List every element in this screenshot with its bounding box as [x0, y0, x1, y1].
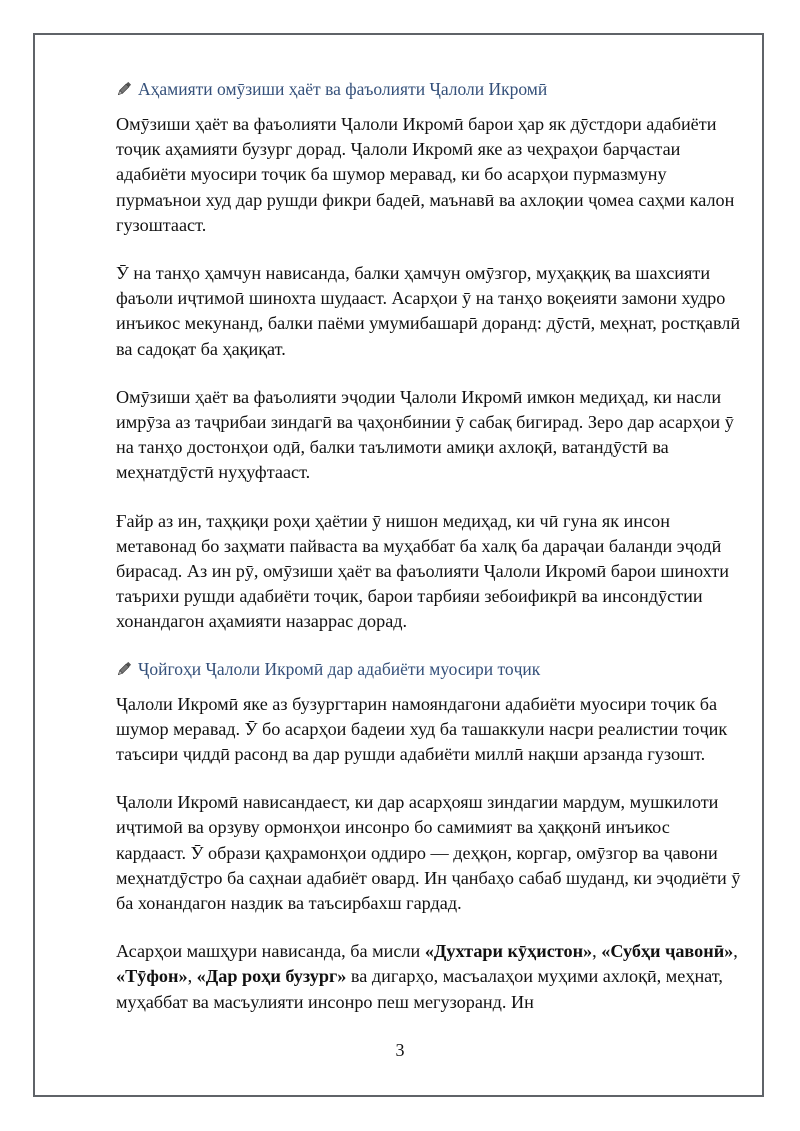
document-content [82, 74, 741, 1038]
paragraph-text: Асарҳои машҳури нависанда, ба мисли [116, 941, 425, 962]
page-number: 3 [395, 1040, 405, 1060]
paragraph-text: ва дигарҳо, масъалаҳои муҳими ахлоқӣ, меҳнат, муҳаббат ва масъулияти инсонро пеш мегузоранд. Ин [116, 966, 723, 1012]
separator: , [592, 941, 602, 962]
paragraph: Ӯ на танҳо ҳамчун нависанда, балки ҳамчун омӯзгор, муҳаққиқ ва шахсияти фаъоли иҷтимоӣ шинохта шудааст. Асарҳои ӯ на танҳо воқеияти замони худро инъикос мекунанд, балки паёми умумибашарӣ доранд: дӯстӣ, меҳнат, ростқавлӣ ва садоқат ба ҳақиқат. [116, 263, 741, 359]
section-heading-text: Ҷойгоҳи Ҷалоли Икромӣ дар адабиёти муосири тоҷик [138, 658, 541, 679]
separator: , [187, 966, 197, 987]
paragraph-works [116, 939, 742, 1015]
paragraph: Ғайр аз ин, таҳқиқи роҳи ҳаётии ӯ нишон медиҳад, ки чӣ гуна як инсон метавонад бо заҳмати пайваста ва муҳаббат ба халқ ба дараҷаи баланди эҷодӣ бирасад. Аз ин рӯ, омӯзиши ҳаёт ва фаъолияти Ҷалоли Икромӣ барои шинохти таърихи рушди адабиёти тоҷик, барои тарбияи зебоификрӣ ва инсондӯстии хонандагон аҳамияти назаррас дорад. [116, 510, 729, 632]
section-heading-importance [116, 74, 722, 104]
work-title: «Дар роҳи бузург» [196, 966, 347, 987]
pencil-icon [116, 661, 132, 677]
work-title: «Духтари кӯҳистон» [424, 941, 593, 962]
paragraph: Ҷалоли Икромӣ нависандаест, ки дар асарҳояш зиндагии мардум, мушкилоти иҷтимоӣ ва орзуву ормонҳои инсонро бо самимият ва ҳаққонӣ инъикос кардааст. Ӯ образи қаҳрамонҳои оддиро — деҳқон, коргар, омӯзгор ва ҷавони меҳнатдӯстро ба саҳнаи адабиёт овард. Ин ҷанбаҳо сабаб шуданд, ки эҷодиёти ӯ ба хонандагон наздик ва таъсирбахш гардад. [116, 792, 741, 914]
paragraph: Ҷалоли Икромӣ яке аз бузургтарин намояндагони адабиёти муосири тоҷик ба шумор меравад. Ӯ бо асарҳои бадеии худ ба ташаккули насри реалистии тоҷик таъсири ҷиддӣ расонд ва дар рушди адабиёти миллӣ нақши арзанда гузошт. [116, 693, 728, 765]
paragraph: Омӯзиши ҳаёт ва фаъолияти Ҷалоли Икромӣ барои ҳар як дӯстдори адабиёти тоҷик аҳамияти бузург дорад. Ҷалоли Икромӣ яке аз чеҳраҳои барҷастаи адабиёти муосири тоҷик ба шумор меравад, ки бо асарҳои пурмазмуну пурмаънои худ дар рушди фикри бадеӣ, маънавӣ ва ахлоқии ҷомеа саҳми калон гузоштааст. [116, 114, 735, 235]
section-heading-text: Аҳамияти омӯзиши ҳаёт ва фаъолияти Ҷалоли Икромӣ [138, 79, 548, 99]
work-title: «Тӯфон» [116, 966, 188, 987]
separator: , [733, 941, 738, 962]
section-heading-place [116, 654, 722, 684]
paragraph: Омӯзиши ҳаёт ва фаъолияти эҷодии Ҷалоли Икромӣ имкон медиҳад, ки насли имрӯза аз таҷрибаи зиндагӣ ва ҷаҳонбинии ӯ сабақ бигирад. Зеро дар асарҳои ӯ на танҳо достонҳои одӣ, балки таълимоти амиқи ахлоқӣ, ватандӯстӣ ва меҳнатдӯстӣ нуҳуфтааст. [116, 386, 734, 483]
pencil-icon [116, 81, 132, 97]
work-title: «Субҳи ҷавонӣ» [601, 941, 734, 962]
